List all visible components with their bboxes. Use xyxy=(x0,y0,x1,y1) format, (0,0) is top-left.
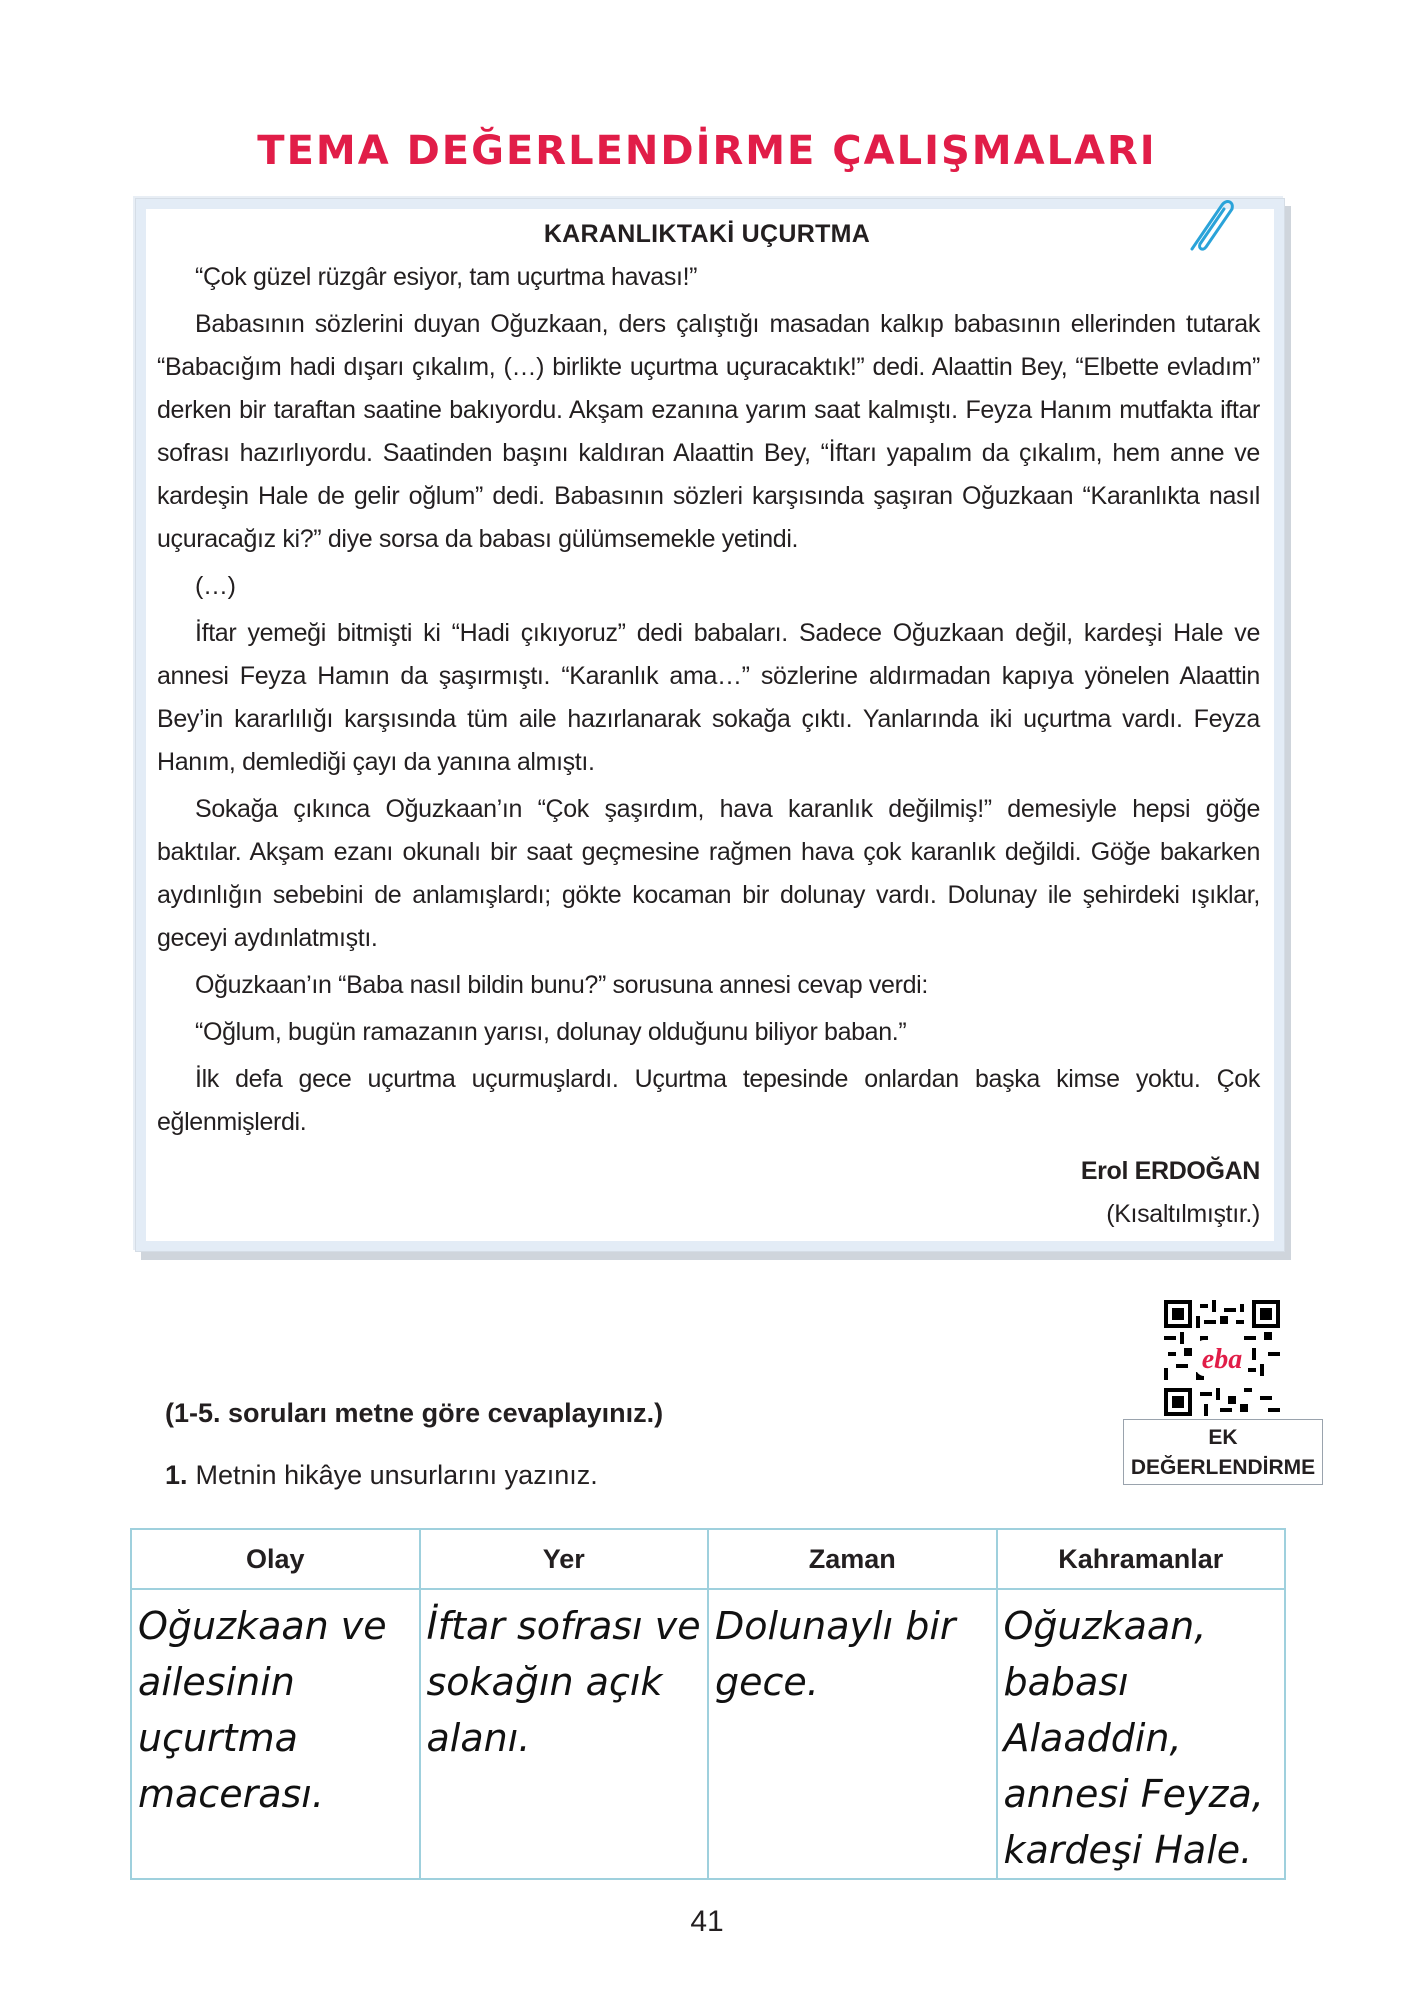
story-paragraph: Babasının sözlerini duyan Oğuzkaan, ders çalıştığı masadan kalkıp babasının ellerinden tutarak “Babacığım hadi dışarı çıkalım, (…) birlikte uçurtma uçuracaktık!” dedi. Alaattin Bey, “Elbette evladım” derken bir taraftan saatine bakıyordu. Akşam ezanına yarım saat kalmıştı. Feyza Hanım mutfakta iftar sofrası hazırlıyordu. Saatinden başını kaldıran Alaattin Bey, “İftarı yapalım da çıkalım, hem anne ve kardeşin Hale de gelir oğlum” dedi. Babasının sözleri karşısında şaşıran Oğuzkaan “Karanlıkta nasıl uçuracağız ki?” diye sorsa da babası gülümsemekle yetindi. xyxy=(157,310,1260,553)
table-header-olay: Olay xyxy=(131,1529,420,1589)
answer-olay[interactable]: Oğuzkaan ve ailesinin uçurtma macerası. xyxy=(131,1589,420,1879)
instruction-text: (1-5. soruları metne göre cevaplayınız.) xyxy=(165,1398,664,1428)
question-1 xyxy=(165,1460,598,1491)
story-title: KARANLIKTAKİ UÇURTMA xyxy=(543,220,871,248)
story-paragraph: “Oğlum, bugün ramazanın yarısı, dolunay olduğunu biliyor baban.” xyxy=(195,1018,907,1046)
answer-kahramanlar[interactable]: Oğuzkaan, babası Alaaddin, annesi Feyza, kardeşi Hale. xyxy=(997,1589,1286,1879)
story-paragraph: Oğuzkaan’ın “Baba nasıl bildin bunu?” sorusuna annesi cevap verdi: xyxy=(195,971,928,999)
story-paragraph: İftar yemeği bitmişti ki “Hadi çıkıyoruz” dedi babaları. Sadece Oğuzkaan değil, kardeşi Hale ve annesi Feyza Hamın da şaşırmıştı. “Karanlık ama…” sözlerine aldırmadan kapıya yönelen Alaattin Bey’in kararlılığı karşısında tüm aile hazırlanarak sokağa çıktı. Yanlarında iki uçurtma vardı. Feyza Hanım, demlediği çayı da yanına almıştı. xyxy=(157,619,1260,776)
table-row xyxy=(131,1589,1285,1879)
story-paragraph: İlk defa gece uçurtma uçurmuşlardı. Uçurtma tepesinde onlardan başka kimse yoktu. Çok eğlenmişlerdi. xyxy=(157,1065,1260,1136)
author-note: (Kısaltılmıştır.) xyxy=(1106,1200,1260,1228)
table-header-zaman: Zaman xyxy=(708,1529,997,1589)
story-text xyxy=(157,256,1260,1236)
story-paragraph: (…) xyxy=(195,572,236,600)
page-number: 41 xyxy=(690,1905,724,1938)
table-header-kahramanlar: Kahramanlar xyxy=(997,1529,1286,1589)
story-elements-table xyxy=(130,1528,1286,1880)
ek-degerlendirme-button[interactable] xyxy=(1123,1419,1323,1485)
author-name: Erol ERDOĞAN xyxy=(1080,1157,1260,1185)
question-text: Metnin hikâye unsurlarını yazınız. xyxy=(195,1460,598,1490)
answer-yer[interactable]: İftar sofrası ve sokağın açık alanı. xyxy=(420,1589,709,1879)
qr-code[interactable] xyxy=(1164,1300,1280,1416)
ek-label-line2: DEĞERLENDİRME xyxy=(1130,1456,1316,1479)
qr-logo-text: eba xyxy=(1201,1344,1243,1375)
answer-zaman[interactable]: Dolunaylı bir gece. xyxy=(708,1589,997,1879)
story-paragraph: Sokağa çıkınca Oğuzkaan’ın “Çok şaşırdım, hava karanlık değilmiş!” demesiyle hepsi göğe baktılar. Akşam ezanı okunalı bir saat geçmesine rağmen hava çok karanlık değildi. Göğe bakarken aydınlığın sebebini de anlamışlardı; gökte kocaman bir dolunay vardı. Dolunay ile şehirdeki ışıklar, geceyi aydınlatmıştı. xyxy=(157,795,1260,952)
page-title: TEMA DEĞERLENDİRME ÇALIŞMALARI xyxy=(257,128,1157,174)
ek-label-line1: EK xyxy=(1208,1426,1238,1449)
story-paragraph: “Çok güzel rüzgâr esiyor, tam uçurtma havası!” xyxy=(195,263,698,291)
table-header-yer: Yer xyxy=(420,1529,709,1589)
question-number: 1. xyxy=(165,1460,188,1490)
